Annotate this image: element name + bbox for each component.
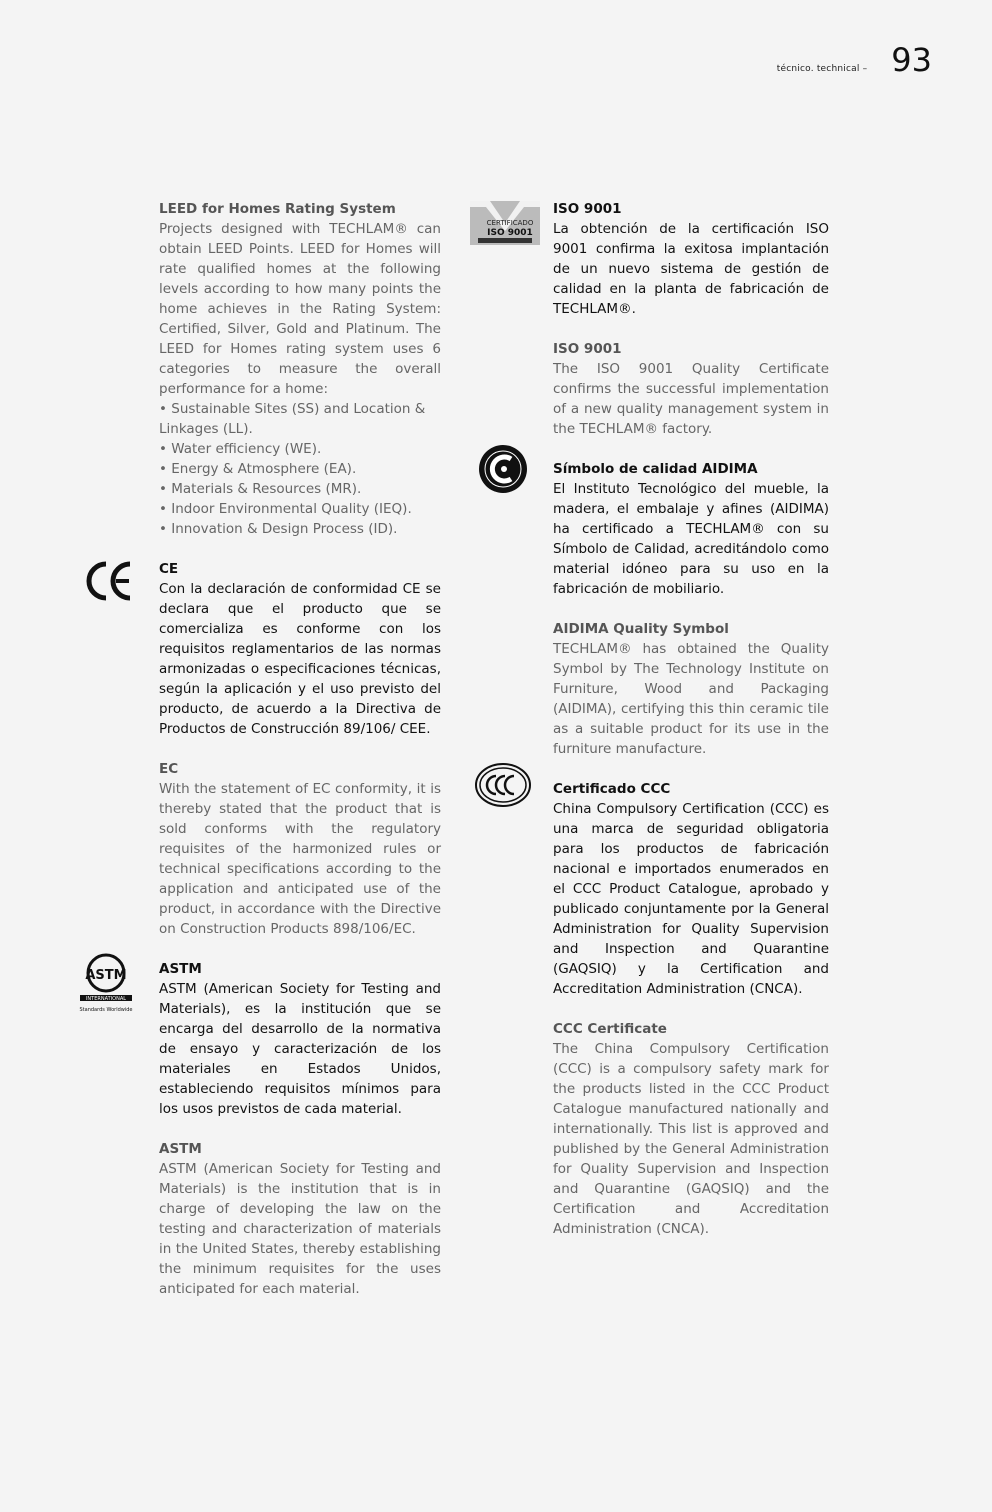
right-column (553, 199, 829, 1259)
aidima-es-section (553, 459, 829, 599)
iso-es-section (553, 199, 829, 319)
left-column (159, 199, 441, 1319)
astm-international-logo (78, 953, 134, 1015)
list-item: • Materials & Resources (MR). (159, 481, 362, 497)
list-item: • Energy & Atmosphere (EA). (159, 461, 357, 477)
iso-en-body: The ISO 9001 Quality Certificate confirms the successful implementation of a new quality management system in the TECHLAM® factory. (553, 361, 829, 437)
iso-es-title: ISO 9001 (553, 201, 622, 217)
astm-es-title: ASTM (159, 961, 202, 977)
ccc-en-body: The China Compulsory Certification (CCC) is a compulsory safety mark for the products listed in the CCC Product Catalogue manufactured nationally and internationally. This list is approved and published by the General Administration for Quality Supervision and Inspection and Quarantine (GAQSIQ) and the Certification and Accreditation Administration (CNCA). (553, 1041, 829, 1237)
ec-section (159, 759, 441, 939)
ccc-es-body: China Compulsory Certification (CCC) es una marca de seguridad obligatoria para los productos de fabricación nacional e importados enumerados en el CCC Product Catalogue, aprobado y publicado conjuntamente por la General Administration for Quality Supervision and Inspection and Quarantine (GAQSIQ) y la Certification and Accreditation Administration (CNCA). (553, 801, 829, 997)
list-item: • Sustainable Sites (SS) and Location & Linkages (LL). (159, 401, 426, 437)
iso-9001-certificado-logo (470, 201, 540, 245)
ce-section (159, 559, 441, 739)
ccc-mark-logo (474, 762, 532, 808)
iso-es-body: La obtención de la certificación ISO 9001 confirma la exitosa implantación de un nuevo sistema de gestión de calidad en la planta de fabricación de TECHLAM®. (553, 221, 829, 317)
ce-title: CE (159, 561, 179, 577)
astm-es-section (159, 959, 441, 1119)
astm-logo-text: ASTM (85, 968, 127, 983)
aidima-quality-symbol-logo (478, 444, 528, 494)
astm-logo-sub1: INTERNATIONAL (85, 996, 127, 1002)
aidima-es-title: Símbolo de calidad AIDIMA (553, 461, 758, 477)
aidima-en-body: TECHLAM® has obtained the Quality Symbol by The Technology Institute on Furniture, Wood and Packaging (AIDIMA), certifying this thin ceramic tile as a suitable product for its use in the furniture manufacture. (553, 641, 829, 757)
iso-logo-text1: CERTIFICADO (486, 219, 534, 227)
aidima-es-body: El Instituto Tecnológico del mueble, la madera, el embalaje y afines (AIDIMA) ha certificado a TECHLAM® con su Símbolo de Calidad, acreditándolo como material idóneo para su uso en la fabricación de mobiliario. (553, 481, 829, 597)
iso-en-section (553, 339, 829, 439)
page-header (776, 41, 932, 79)
ccc-en-section (553, 1019, 829, 1239)
page-number: 93 (891, 41, 932, 79)
astm-en-body: ASTM (American Society for Testing and Materials) is the institution that is in charge of developing the law on the testing and characterization of materials in the United States, thereby establishing the minimum requisites for the uses anticipated for each material. (159, 1161, 441, 1297)
iso-en-title: ISO 9001 (553, 341, 622, 357)
ccc-en-title: CCC Certificate (553, 1021, 667, 1037)
astm-logo-sub2: Standards Worldwide (79, 1007, 133, 1013)
section-label: técnico. technical – (776, 64, 868, 74)
ec-body: With the statement of EC conformity, it is thereby stated that the product that is sold conforms with the regulatory requisites of the harmonized rules or technical specifications according to the application and anticipated use of the product, in accordance with the Directive on Construction Products 898/106/EC. (159, 781, 441, 937)
ce-mark-icon (86, 560, 134, 602)
iso-logo-text2: ISO 9001 (487, 228, 533, 238)
aidima-en-section (553, 619, 829, 759)
leed-body: Projects designed with TECHLAM® can obtain LEED Points. LEED for Homes will rate qualified homes at the following levels according to how many points the home achieves in the Rating System: Certified, Silver, Gold and Platinum. The LEED for Homes rating system uses 6 categories to measure the overall performance for a home: (159, 221, 441, 397)
ce-body: Con la declaración de conformidad CE se declara que el producto que se comercializa es conforme con los requisitos reglamentarios de las normas armonizadas o especificaciones técnicas, según la aplicación y el uso previsto del producto, de acuerdo a la Directiva de Productos de Construcción 89/106/ CEE. (159, 581, 441, 737)
leed-section (159, 199, 441, 539)
astm-en-title: ASTM (159, 1141, 202, 1157)
ccc-es-section (553, 779, 829, 999)
list-item: • Indoor Environmental Quality (IEQ). (159, 501, 412, 517)
list-item: • Innovation & Design Process (ID). (159, 521, 398, 537)
list-item: • Water efficiency (WE). (159, 441, 322, 457)
aidima-en-title: AIDIMA Quality Symbol (553, 621, 729, 637)
ec-title: EC (159, 761, 179, 777)
leed-list (159, 399, 441, 539)
astm-es-body: ASTM (American Society for Testing and Materials), es la institución que se encarga del desarrollo de la normativa de ensayo y caracterización de los materiales en Estados Unidos, estableciendo requisitos mínimos para los usos previstos de cada material. (159, 981, 441, 1117)
astm-en-section (159, 1139, 441, 1299)
leed-title: LEED for Homes Rating System (159, 201, 396, 217)
ccc-es-title: Certificado CCC (553, 781, 671, 797)
